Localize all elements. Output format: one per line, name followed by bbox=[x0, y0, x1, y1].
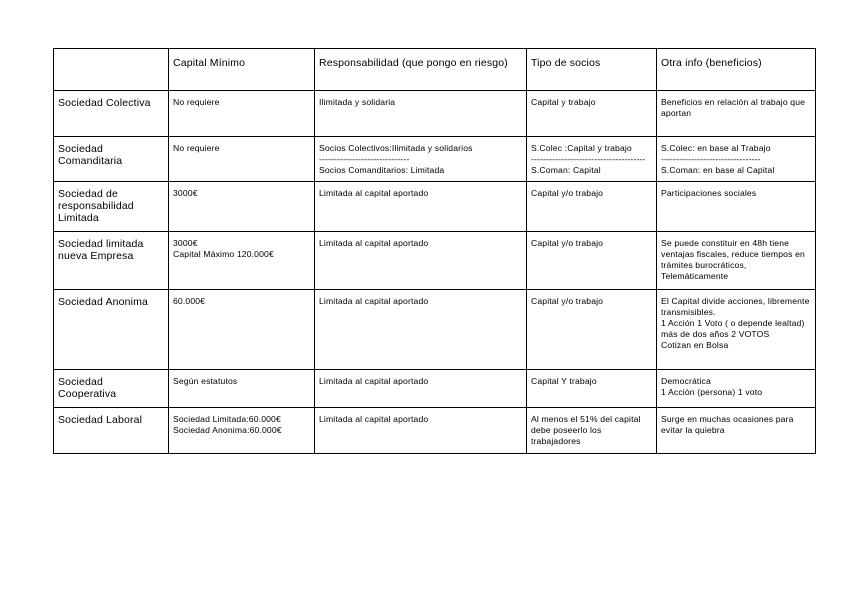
cell-responsabilidad: Limitada al capital aportado bbox=[315, 232, 527, 290]
row-name: Sociedad Colectiva bbox=[54, 91, 169, 137]
cell-socios: Al menos el 51% del capital debe poseerlo los trabajadores bbox=[527, 408, 657, 454]
header-row bbox=[54, 49, 816, 91]
header-responsabilidad: Responsabilidad (que pongo en riesgo) bbox=[315, 49, 527, 91]
table-row bbox=[54, 232, 816, 290]
cell-capital: 3000€ bbox=[169, 182, 315, 232]
row-name: Sociedad Anonima bbox=[54, 290, 169, 370]
table-row bbox=[54, 408, 816, 454]
cell-otra-info: El Capital divide acciones, libremente transmisibles. 1 Acción 1 Voto ( o depende lealtad) más de dos años 2 VOTOS Cotizan en Bolsa bbox=[657, 290, 816, 370]
row-name: Sociedad Cooperativa bbox=[54, 370, 169, 408]
cell-responsabilidad: Socios Colectivos:Ilimitada y solidarios ------------------------------ Socios Comanditarios: Limitada bbox=[315, 137, 527, 182]
table-row bbox=[54, 370, 816, 408]
table-row bbox=[54, 290, 816, 370]
cell-capital: 3000€ Capital Máximo 120.000€ bbox=[169, 232, 315, 290]
row-name: Sociedad de responsabilidad Limitada bbox=[54, 182, 169, 232]
header-cell-empty bbox=[54, 49, 169, 91]
cell-capital: 60.000€ bbox=[169, 290, 315, 370]
header-tipo-socios: Tipo de socios bbox=[527, 49, 657, 91]
cell-capital: No requiere bbox=[169, 91, 315, 137]
cell-socios: Capital y/o trabajo bbox=[527, 182, 657, 232]
cell-responsabilidad: Limitada al capital aportado bbox=[315, 408, 527, 454]
cell-socios: Capital y trabajo bbox=[527, 91, 657, 137]
cell-responsabilidad: Limitada al capital aportado bbox=[315, 370, 527, 408]
header-capital-minimo: Capital Mínimo bbox=[169, 49, 315, 91]
cell-capital: Sociedad Limitada:60.000€ Sociedad Anonima:60.000€ bbox=[169, 408, 315, 454]
cell-socios: Capital y/o trabajo bbox=[527, 290, 657, 370]
table-row bbox=[54, 91, 816, 137]
row-name: Sociedad Comanditaria bbox=[54, 137, 169, 182]
cell-socios: Capital y/o trabajo bbox=[527, 232, 657, 290]
cell-socios: S.Colec :Capital y trabajo -------------------------------------- S.Coman: Capital bbox=[527, 137, 657, 182]
cell-capital: Según estatutos bbox=[169, 370, 315, 408]
cell-otra-info: Democrática 1 Acción (persona) 1 voto bbox=[657, 370, 816, 408]
row-name: Sociedad limitada nueva Empresa bbox=[54, 232, 169, 290]
cell-responsabilidad: Limitada al capital aportado bbox=[315, 290, 527, 370]
cell-responsabilidad: Ilimitada y solidaria bbox=[315, 91, 527, 137]
cell-otra-info: Surge en muchas ocasiones para evitar la quiebra bbox=[657, 408, 816, 454]
cell-otra-info: Beneficios en relación al trabajo que aportan bbox=[657, 91, 816, 137]
header-otra-info: Otra info (beneficios) bbox=[657, 49, 816, 91]
cell-responsabilidad: Limitada al capital aportado bbox=[315, 182, 527, 232]
table-row bbox=[54, 137, 816, 182]
cell-otra-info: Se puede constituir en 48h tiene ventajas fiscales, reduce tiempos en trámites burocráticos, Telemáticamente bbox=[657, 232, 816, 290]
table-row bbox=[54, 182, 816, 232]
cell-capital: No requiere bbox=[169, 137, 315, 182]
cell-socios: Capital Y trabajo bbox=[527, 370, 657, 408]
sociedades-table bbox=[53, 48, 816, 454]
row-name: Sociedad Laboral bbox=[54, 408, 169, 454]
cell-otra-info: Participaciones sociales bbox=[657, 182, 816, 232]
cell-otra-info: S.Colec: en base al Trabajo --------------------------------- S.Coman: en base al Capital bbox=[657, 137, 816, 182]
